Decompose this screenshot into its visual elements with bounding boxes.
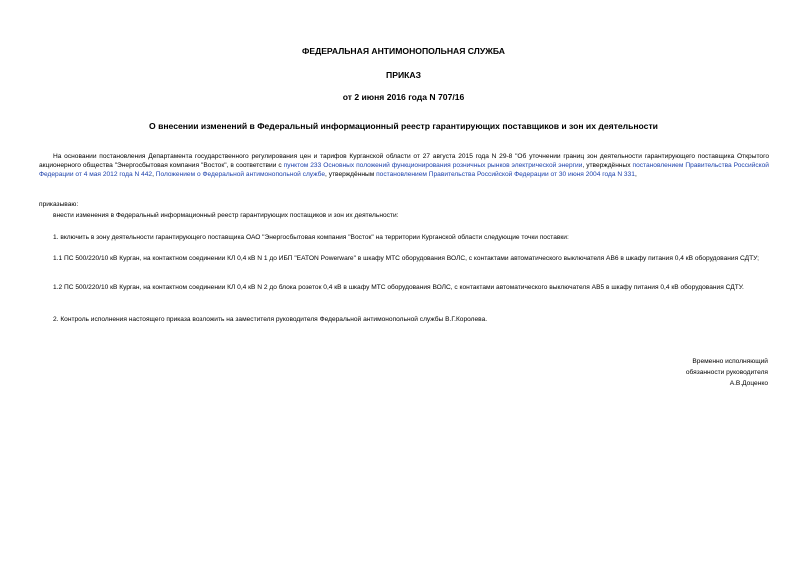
order-word: приказываю: — [39, 201, 79, 208]
document-type: ПРИКАЗ — [386, 70, 421, 80]
preamble-text-d: , утверждённым — [325, 171, 377, 179]
preamble-text-c: , — [152, 171, 156, 179]
link-postanovlenie-331[interactable]: постановлением Правительства Российской Федерации от 30 июня 2004 года N 331 — [376, 171, 635, 179]
agency-name: ФЕДЕРАЛЬНАЯ АНТИМОНОПОЛЬНАЯ СЛУЖБА — [302, 46, 505, 56]
signatory-name: А.В.Доценко — [729, 380, 768, 387]
document-title: О внесении изменений в Федеральный информационный реестр гарантирующих поставщиков и зон их деятельности — [149, 121, 658, 131]
preamble-text-a: На основании постановления Департамента государственного регулирования цен и тарифов Курганской области от 27 августа 2015 года N 29-8 "Об уточнении границ зон деятельности гарантирующего поставщика Открытого акционерного общества "Энергосбытовая компания "Восток", в соответствии с — [39, 153, 769, 170]
preamble-text-b: , утверждённых — [582, 162, 633, 170]
preamble-paragraph — [39, 152, 769, 180]
signature-line-2: обязанности руководителя — [685, 369, 768, 376]
item-1-1: 1.1 ПС 500/220/10 кВ Курган, на контактном соединении КЛ 0,4 кВ N 1 до ИБП "EATON Powerware" в шкафу МТС оборудования ВОЛС, с контактами автоматического выключателя АВ6 в шкафу питания 0,4 кВ оборудования СДТУ; — [53, 255, 759, 262]
signature-line-1: Временно исполняющий — [692, 358, 768, 365]
document-date-number: от 2 июня 2016 года N 707/16 — [342, 92, 465, 102]
link-punkt-233[interactable]: пунктом 233 Основных положений функционирования розничных рынков электрической энергии — [283, 162, 583, 170]
preamble-text-e: , — [634, 171, 637, 179]
link-polozhenie-fas[interactable]: Положением о Федеральной антимонопольной службе — [155, 171, 326, 179]
item-1-2: 1.2 ПС 500/220/10 кВ Курган, на контактном соединении КЛ 0,4 кВ N 2 до блока розеток 0,4 кВ в шкафу МТС оборудования ВОЛС, с контактами автоматического выключателя АВ5 в шкафу питания 0,4 кВ оборудования СДТУ. — [53, 284, 744, 291]
item-1: 1. включить в зону деятельности гарантирующего поставщика ОАО "Энергосбытовая компания "Восток" на территории Курганской области следующие точки поставки: — [53, 234, 569, 241]
order-intro: внести изменения в Федеральный информационный реестр гарантирующих постащиков и зон их деятельности: — [53, 212, 399, 219]
item-2: 2. Контроль исполнения настоящего приказа возложить на заместителя руководителя Федеральной антимонопольной службы В.Г.Королева. — [53, 316, 488, 323]
link-postanovlenie-442[interactable]: постановлением Правительства Российской Федерации от 4 мая 2012 года N 442 — [39, 162, 769, 179]
